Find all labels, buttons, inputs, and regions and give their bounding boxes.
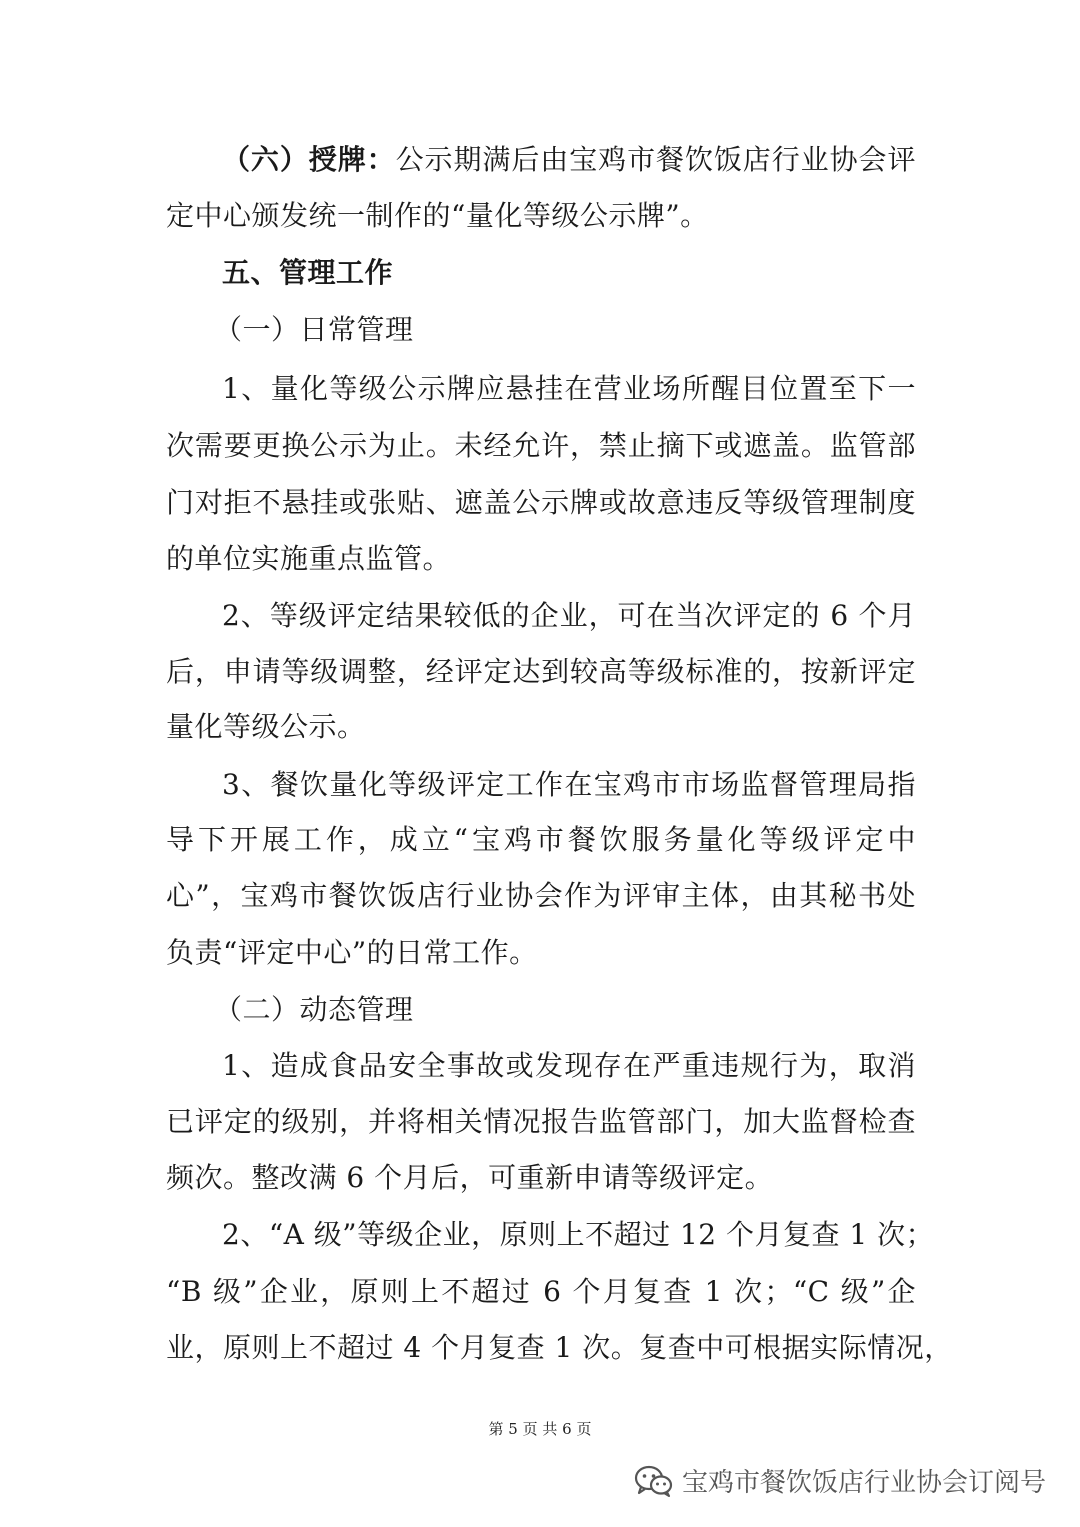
dynamic-item-2-line-3: 业，原则上不超过 4 个月复查 1 次。复查中可根据实际情况， xyxy=(166,1331,953,1364)
daily-item-2-line-3: 量化等级公示。 xyxy=(166,710,366,743)
subheading-dynamic-management: （二）动态管理 xyxy=(214,993,414,1026)
subheading-daily-management: （一）日常管理 xyxy=(214,313,414,346)
award-label: （六）授牌： xyxy=(222,143,396,176)
wechat-watermark xyxy=(634,1462,1046,1499)
daily-item-2-line-2: 后，申请等级调整，经评定达到较高等级标准的，按新评定 xyxy=(166,655,916,688)
dynamic-item-1-line-1: 1、造成食品安全事故或发现存在严重违规行为，取消 xyxy=(222,1049,916,1082)
para-award-line-1 xyxy=(222,140,916,180)
daily-item-1-line-3: 门对拒不悬挂或张贴、遮盖公示牌或故意违反等级管理制度 xyxy=(166,486,916,519)
watermark-text: 宝鸡市餐饮饭店行业协会订阅号 xyxy=(681,1468,1046,1498)
dynamic-item-2-line-2: “B 级”企业，原则上不超过 6 个月复查 1 次；“C 级”企 xyxy=(166,1275,916,1308)
daily-item-1-line-2: 次需要更换公示为止。未经允许，禁止摘下或遮盖。监管部 xyxy=(166,429,916,462)
wechat-icon xyxy=(634,1465,674,1497)
dynamic-item-1-line-3: 频次。整改满 6 个月后，可重新申请等级评定。 xyxy=(166,1161,774,1194)
dynamic-item-1-line-2: 已评定的级别，并将相关情况报告监管部门，加大监督检查 xyxy=(166,1105,916,1138)
daily-item-1-line-1: 1、量化等级公示牌应悬挂在营业场所醒目位置至下一 xyxy=(222,372,916,405)
para-award-line-2: 定中心颁发统一制作的“量化等级公示牌”。 xyxy=(166,199,709,232)
daily-item-3-line-3: 心”，宝鸡市餐饮饭店行业协会作为评审主体，由其秘书处 xyxy=(166,879,916,912)
daily-item-2-line-1: 2、等级评定结果较低的企业，可在当次评定的 6 个月 xyxy=(222,599,916,632)
daily-item-3-line-2: 导下开展工作，成立“宝鸡市餐饮服务量化等级评定中 xyxy=(166,823,916,856)
daily-item-1-line-4: 的单位实施重点监管。 xyxy=(166,542,452,575)
section-heading-management: 五、管理工作 xyxy=(222,256,394,289)
award-text: 公示期满后由宝鸡市餐饮饭店行业协会评 xyxy=(395,143,916,176)
daily-item-3-line-4: 负责“评定中心”的日常工作。 xyxy=(166,936,538,969)
page-number-footer: 第 5 页 共 6 页 xyxy=(488,1420,592,1438)
daily-item-3-line-1: 3、餐饮量化等级评定工作在宝鸡市市场监督管理局指 xyxy=(222,768,916,801)
dynamic-item-2-line-1: 2、“A 级”等级企业，原则上不超过 12 个月复查 1 次； xyxy=(222,1218,935,1251)
